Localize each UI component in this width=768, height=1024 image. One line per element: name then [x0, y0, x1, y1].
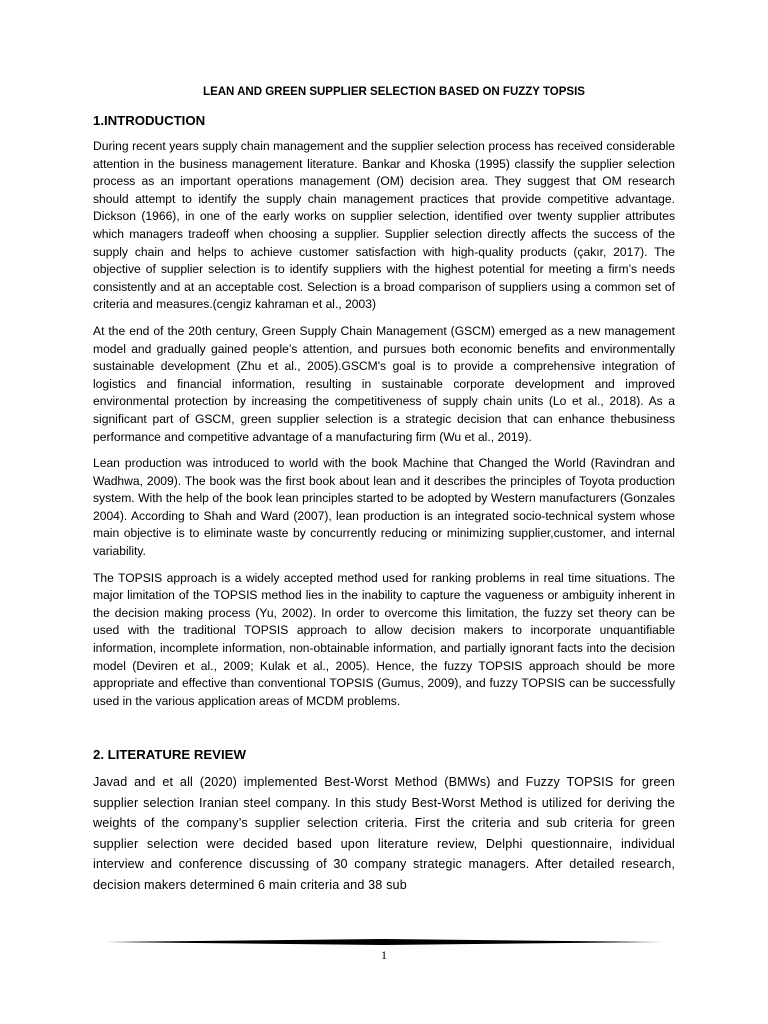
literature-paragraph-1: Javad and et all (2020) implemented Best-Worst Method (BMWs) and Fuzzy TOPSIS for green supplier selection Iranian steel company. In this study Best-Worst Method is utilized for deriving the weights of the company’s supplier selection criteria. First the criteria and sub criteria for green supplier selection were decided based upon literature review, Delphi questionnaire, individual interview and conference discussing of 30 company strategic managers. After detailed research, decision makers determined 6 main criteria and 38 sub	[93, 775, 675, 892]
section-heading-literature-review: 2. LITERATURE REVIEW	[93, 747, 246, 763]
page-content	[93, 86, 675, 904]
section-spacer	[93, 719, 675, 747]
footer-divider-line	[106, 939, 662, 945]
intro-paragraph-2: At the end of the 20th century, Green Supply Chain Management (GSCM) emerged as a new management model and gradually gained people’s attention, and pursues both economic benefits and environmentally sustainable development (Zhu et al., 2005).GSCM's goal is to provide a comprehensive integration of logistics and financial information, resulting in sustainable corporate development and improved environmental protection by increasing the competitiveness of supply chain units (Lo et al., 2018). As a significant part of GSCM, green supplier selection is a strategic decision that can enhance thebusiness performance and competitive advantage of a manufacturing firm (Wu et al., 2019).	[93, 323, 675, 444]
section-heading-introduction: 1.INTRODUCTION	[93, 113, 206, 128]
intro-paragraph-4: The TOPSIS approach is a widely accepted method used for ranking problems in real time situations. The major limitation of the TOPSIS method lies in the inability to capture the vagueness or ambiguity inherent in the decision making process (Yu, 2002). In order to overcome this limitation, the fuzzy set theory can be used with the traditional TOPSIS approach to allow decision makers to incorporate unquantifiable information, incomplete information, non-obtainable information, and partially ignorant facts into the decision model (Deviren et al., 2009; Kulak et al., 2005). Hence, the fuzzy TOPSIS approach should be more appropriate and effective than conventional TOPSIS (Gumus, 2009), and fuzzy TOPSIS can be successfully used in the various application areas of MCDM problems.	[93, 570, 675, 708]
footer-divider	[106, 939, 662, 945]
intro-paragraph-3: Lean production was introduced to world with the book Machine that Changed the World (Ravindran and Wadhwa, 2009). The book was the first book about lean and it describes the principles of Toyota production system. With the help of the book lean principles started to be adopted by Western manufacturers (Gonzales 2004). According to Shah and Ward (2007), lean production is an integrated socio-technical system whose main objective is to eliminate waste by concurrently reducing or minimizing supplier,customer, and internal variability.	[93, 456, 675, 559]
intro-paragraph-1: During recent years supply chain management and the supplier selection process has received considerable attention in the business management literature. Bankar and Khoska (1995) classify the supplier selection process as an important operations management (OM) decision area. They suggest that OM research should attempt to identify the supply chain management practices that provide competitive advantage. Dickson (1966), in one of the early works on supplier selection, identified over twenty supplier attributes which managers tradeoff when choosing a supplier. Supplier selection directly affects the success of the supply chain and helps to achieve customer satisfaction with high-quality products (çakır, 2017). The objective of supplier selection is to identify suppliers with the highest potential for meeting a firm’s needs consistently and at an acceptable cost. Selection is a broad comparison of suppliers using a common set of criteria and measures.(cengiz kahraman et al., 2003)	[93, 139, 675, 312]
document-title: LEAN AND GREEN SUPPLIER SELECTION BASED ON FUZZY TOPSIS	[203, 86, 585, 98]
page-number: 1	[381, 948, 387, 962]
